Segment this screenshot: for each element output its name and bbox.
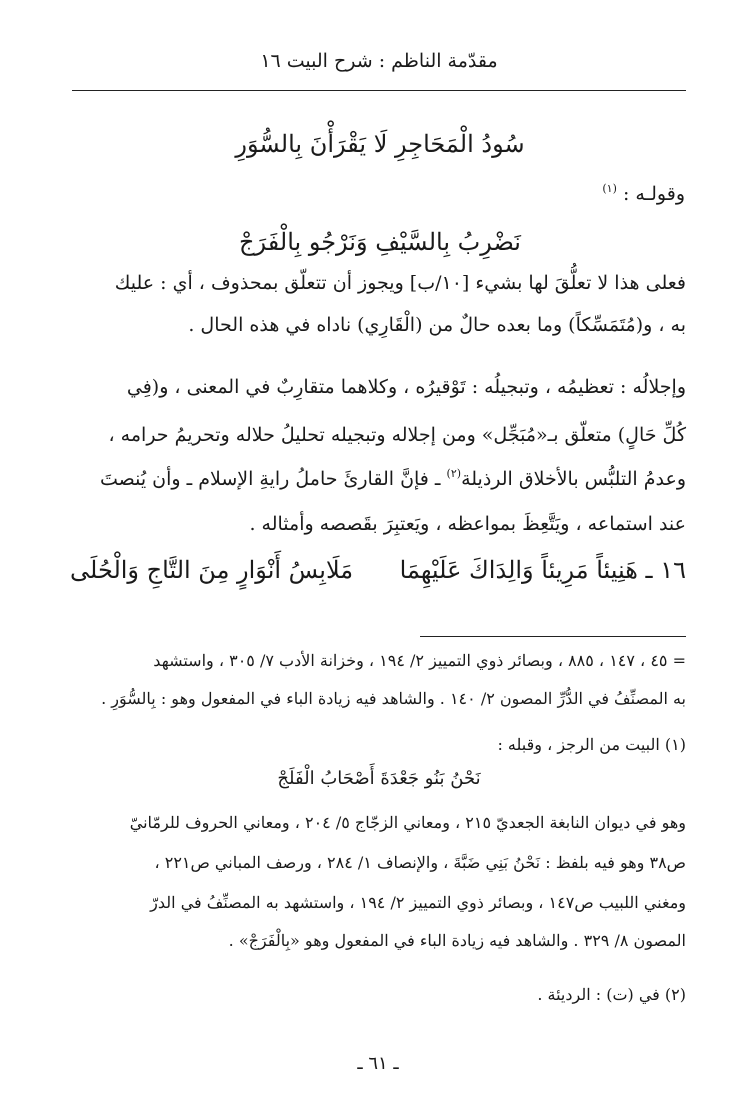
header-divider [72, 90, 686, 91]
paragraph-2-line-2: كُلِّ حَالٍ) متعلّق بـ«مُبَجِّل» ومن إجلاله وتبجيله تحليلُ حلاله وتحريمُ حرامه ، [108, 424, 686, 446]
verse-quote-2: نَضْرِبُ بِالسَّيْفِ وَنَرْجُو بِالْفَرَجْ [239, 228, 521, 256]
intro-label: وقولـه : [622, 183, 685, 205]
paragraph-1-line-1: فعلى هذا لا تعلُّقَ لها بشيء [١٠/ب] ويجوز أن تتعلّق بمحذوف ، أي : عليك [114, 272, 686, 294]
footnote-continued-line-1: = ٤٥ ، ١٤٧ ، ٨٨٥ ، وبصائر ذوي التمييز ٢/ ١٩٤ ، وخزانة الأدب ٧/ ٣٠٥ ، واستشهد [153, 651, 686, 670]
footnote-1-line-3: ص٣٨ وهو فيه بلفظ : نَحْنُ بَنِي ضَبَّةَ ، والإنصاف ١/ ٢٨٤ ، ورصف المباني ص٢٢١ ، [154, 853, 686, 872]
verse-16-second-hemistich: مَلَابِسُ أَنْوَارٍ مِنَ التَّاجِ وَالْحُلَى [70, 556, 354, 584]
running-header: مقدّمة الناظم : شرح البيت ١٦ [260, 50, 498, 72]
verse-16 [70, 548, 686, 592]
footnote-ref-1: (١) [602, 182, 617, 195]
footnote-1-line-5: المصون ٨/ ٣٢٩ . والشاهد فيه زيادة الباء في المفعول وهو «بِالْفَرَجْ» . [228, 931, 686, 950]
intro-line [602, 182, 685, 209]
paragraph-2-line-3-end: ـ فإنَّ القارئَ حاملُ رايةِ الإسلام ـ وأن يُنصتَ [99, 468, 441, 490]
paragraph-1-line-2: به ، و(مُتَمَسِّكاً) وما بعده حالٌ من (الْقَارِي) ناداه في هذه الحال . [188, 314, 686, 336]
paragraph-2-line-4: عند استماعه ، ويَتَّعِظَ بمواعظه ، ويَعتبِرَ بقَصصه وأمثاله . [249, 513, 686, 535]
footnote-2: (٢) في (ت) : الرديئة . [537, 985, 686, 1004]
verse-16-first-hemistich: ١٦ ـ هَنِيئاً مَرِيئاً وَالِدَاكَ عَلَيْهِمَا [399, 556, 686, 584]
footnote-ref-2: (٢) [446, 467, 462, 480]
verse-quote-1: سُودُ الْمَحَاجِرِ لَا يَقْرَأْنَ بِالسُّوَرِ [235, 130, 525, 158]
footnote-1-line-4: ومغني اللبيب ص١٤٧ ، وبصائر ذوي التمييز ٢/ ١٩٤ ، واستشهد به المصنِّفُ في الدرّ [150, 893, 686, 912]
footnote-divider [420, 636, 686, 637]
paragraph-2-line-1: وإجلالُه : تعظيمُه ، وتبجيلُه : تَوْقيرُه ، وكلاهما متقارِبٌ في المعنى ، و(فِي [126, 376, 686, 398]
page-number: ـ ٦١ ـ [357, 1053, 399, 1074]
paragraph-2-line-3 [70, 467, 686, 494]
paragraph-2-line-3-start: وعدمُ التلبُّس بالأخلاق الرذيلة [461, 468, 686, 490]
footnote-continued-line-2: به المصنِّفُ في الدُّرِّ المصون ٢/ ١٤٠ . والشاهد فيه زيادة الباء في المفعول وهو : بِالسُّوَرِ . [101, 689, 686, 708]
footnote-1-line-2: وهو في ديوان النابغة الجعديّ ٢١٥ ، ومعاني الزجّاج ٥/ ٢٠٤ ، ومعاني الحروف للرمّانيّ [129, 813, 686, 832]
footnote-1-verse: نَحْنُ بَنُو جَعْدَةَ أَصْحَابُ الْفَلَجْ [277, 768, 481, 789]
footnote-1-line-1: (١) البيت من الرجز ، وقبله : [497, 735, 686, 754]
